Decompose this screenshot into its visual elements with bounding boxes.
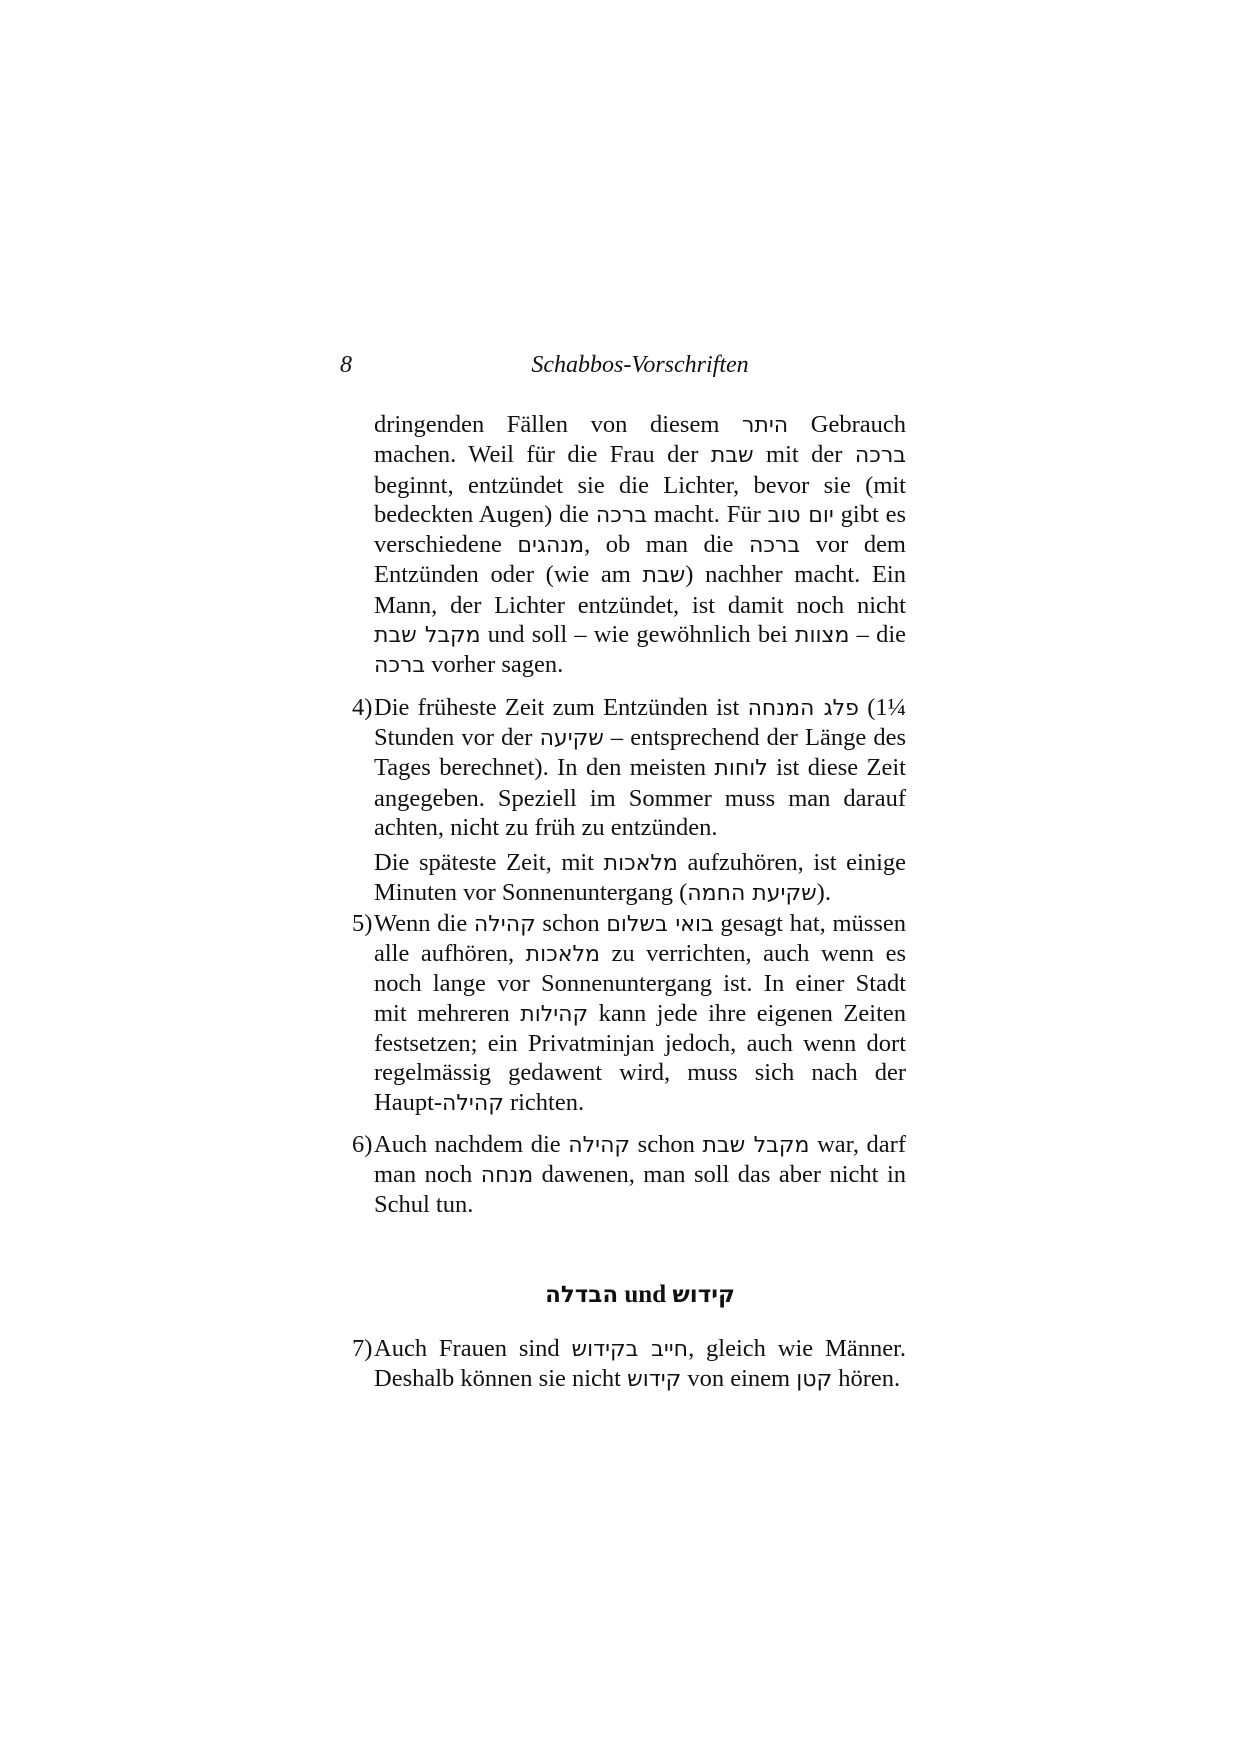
section-heading: הבדלה und קידוש — [545, 1280, 735, 1308]
paragraph-number: 4) — [352, 693, 373, 721]
body-text — [352, 410, 906, 1395]
paragraph-number: 6) — [352, 1130, 373, 1158]
paragraph-number: 5) — [352, 909, 373, 937]
paragraph-5: 5) Wenn die קהילה schon בואי בשלום gesagt hat, müssen alle aufhören, מלאכות zu verrichten, auch wenn es noch lange vor Sonnenuntergang ist. In einer Stadt mit mehreren קהילות kann jede ihre eigenen Zeiten festsetzen; ein Privatminjan jedoch, auch wenn dort regelmässig gedawent wird, muss sich nach der Haupt-קהילה richten. — [352, 909, 907, 1116]
paragraph-7: 7) Auch Frauen sind חייב בקידוש, gleich wie Männer. Deshalb können sie nicht קידוש von einem קטן hören. — [352, 1335, 906, 1393]
paragraph-continuation: dringenden Fällen von diesem היתר Gebrauch machen. Weil für die Frau der שבת mit der ברכה beginnt, entzündet sie die Lichter, bevor sie (mit bedeckten Augen) die ברכה macht. Für יום טוב gibt es verschiedene מנהגים, ob man die ברכה vor dem Entzünden oder (wie am שבת) nachher macht. Ein Mann, der Lichter entzündet, ist damit noch nicht מקבל שבת und soll – wie gewöhnlich bei מצוות – die ברכה vorher sagen. — [374, 411, 907, 679]
running-header — [340, 352, 900, 388]
paragraph-6: 6) Auch nachdem die קהילה schon מקבל שבת war, darf man noch מנחה dawenen, man soll das aber nicht in Schul tun. — [352, 1130, 907, 1219]
paragraph-4: 4) Die früheste Zeit zum Entzünden ist פלג המנחה (1¼ Stunden vor der שקיעה – entsprechend der Länge des Tages berechnet). In den meisten לוחות ist diese Zeit angegeben. Speziell im Sommer muss man darauf achten, nicht zu früh zu entzünden. — [352, 693, 906, 841]
paragraph-number: 7) — [352, 1335, 373, 1363]
page-number: 8 — [340, 352, 352, 378]
running-title: Schabbos-Vorschriften — [531, 352, 749, 378]
paragraph-4-continued: Die späteste Zeit, mit מלאכות aufzuhören, ist einige Minuten vor Sonnenuntergang (שקיעת החמה). — [374, 849, 906, 907]
